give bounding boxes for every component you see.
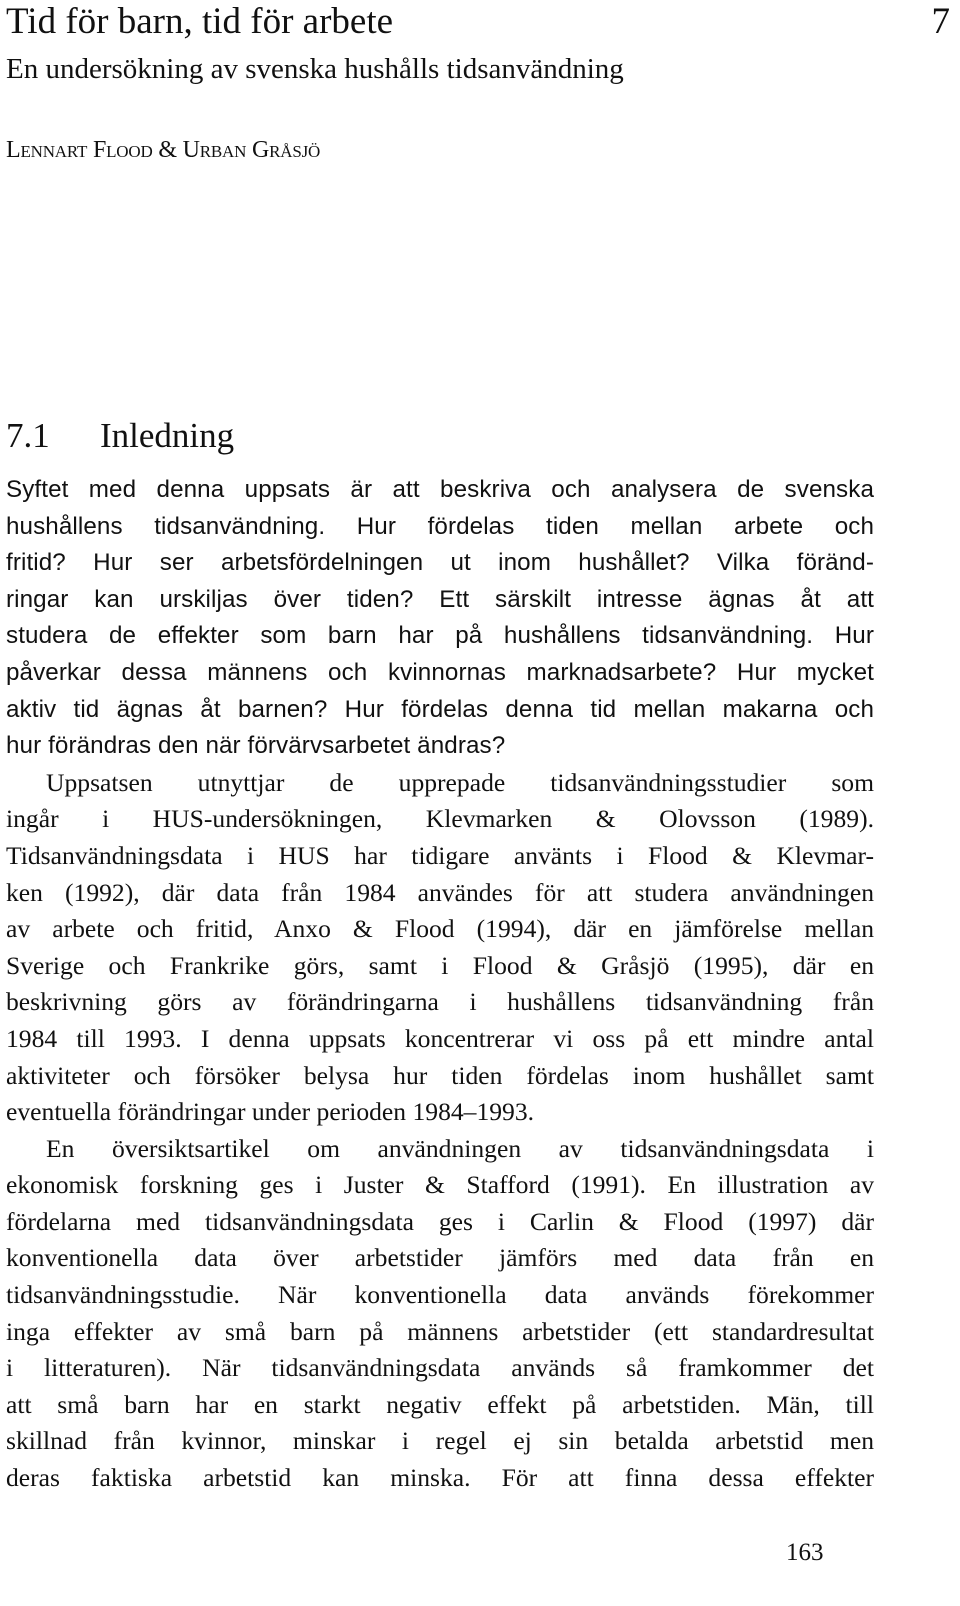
body-text [6,472,874,1497]
body-line: 1984 till 1993. I denna uppsats koncentrerar vi oss på ett mindre antal [6,1023,874,1053]
body-line: eventuella förändringar under perioden 1984–1993. [6,1097,535,1127]
body-line: beskrivning görs av förändringarna i hushållens tidsanvändning från [6,987,874,1017]
body-line: hur förändras den när förvärvsarbetet ändras? [6,732,506,760]
body-line: deras faktiska arbetstid kan minska. För att finna dessa effekter [6,1463,874,1493]
body-line: att små barn har en starkt negativ effekt på arbetstiden. Män, till [6,1389,874,1419]
body-line: hushållens tidsanvändning. Hur fördelas tiden mellan arbete och [6,512,874,540]
body-line: skillnad från kvinnor, minskar i regel ej sin betalda arbetstid men [6,1426,874,1456]
body-line: ekonomisk forskning ges i Juster & Stafford (1991). En illustration av [6,1170,874,1200]
body-line: Uppsatsen utnyttjar de upprepade tidsanvändningsstudier som [46,767,874,797]
section-heading [6,414,234,458]
body-line: fördelarna med tidsanvändningsdata ges i Carlin & Flood (1997) där [6,1206,874,1236]
body-line: Syftet med denna uppsats är att beskriva och analysera de svenska [6,476,874,503]
body-line: tidsanvändningsstudie. När konventionella data används förekommer [6,1280,874,1310]
body-line: påverkar dessa männens och kvinnornas marknadsarbete? Hur mycket [6,658,874,686]
body-line: ken (1992), där data från 1984 användes för att studera användningen [6,877,874,907]
body-line: En översiktsartikel om användningen av tidsanvändningsdata i [46,1133,874,1163]
chapter-subtitle: En undersökning av svenska hushålls tidsanvändning [6,53,624,85]
body-line: av arbete och fritid, Anxo & Flood (1994), där en jämförelse mellan [6,914,874,944]
authors: Lennart Flood & Urban Gråsjö [6,137,321,163]
body-line: i litteraturen). När tidsanvändningsdata används så framkommer det [6,1353,874,1383]
chapter-number: 7 [931,1,950,42]
section-title: Inledning [100,416,235,455]
body-line: fritid? Hur ser arbetsfördelningen ut inom hushållet? Vilka föränd- [6,549,874,577]
body-line: ringar kan urskiljas över tiden? Ett särskilt intresse ägnas åt att [6,585,874,613]
chapter-header [6,0,946,165]
body-line: Tidsanvändningsdata i HUS har tidigare använts i Flood & Klevmar- [6,840,874,870]
body-line: studera de effekter som barn har på hushållens tidsanvändning. Hur [6,622,874,650]
page-number: 163 [786,1539,824,1566]
body-line: inga effekter av små barn på männens arbetstider (ett standardresultat [6,1316,874,1346]
body-line: konventionella data över arbetstider jämförs med data från en [6,1243,874,1273]
body-line: aktiviteter och försöker belysa hur tiden fördelas inom hushållet samt [6,1060,874,1090]
body-line: Sverige och Frankrike görs, samt i Flood & Gråsjö (1995), där en [6,950,874,980]
section-number: 7.1 [6,416,50,455]
chapter-title: Tid för barn, tid för arbete [6,1,394,42]
body-line: ingår i HUS-undersökningen, Klevmarken & Olovsson (1989). [6,804,874,834]
body-line: aktiv tid ägnas åt barnen? Hur fördelas denna tid mellan makarna och [6,695,874,723]
